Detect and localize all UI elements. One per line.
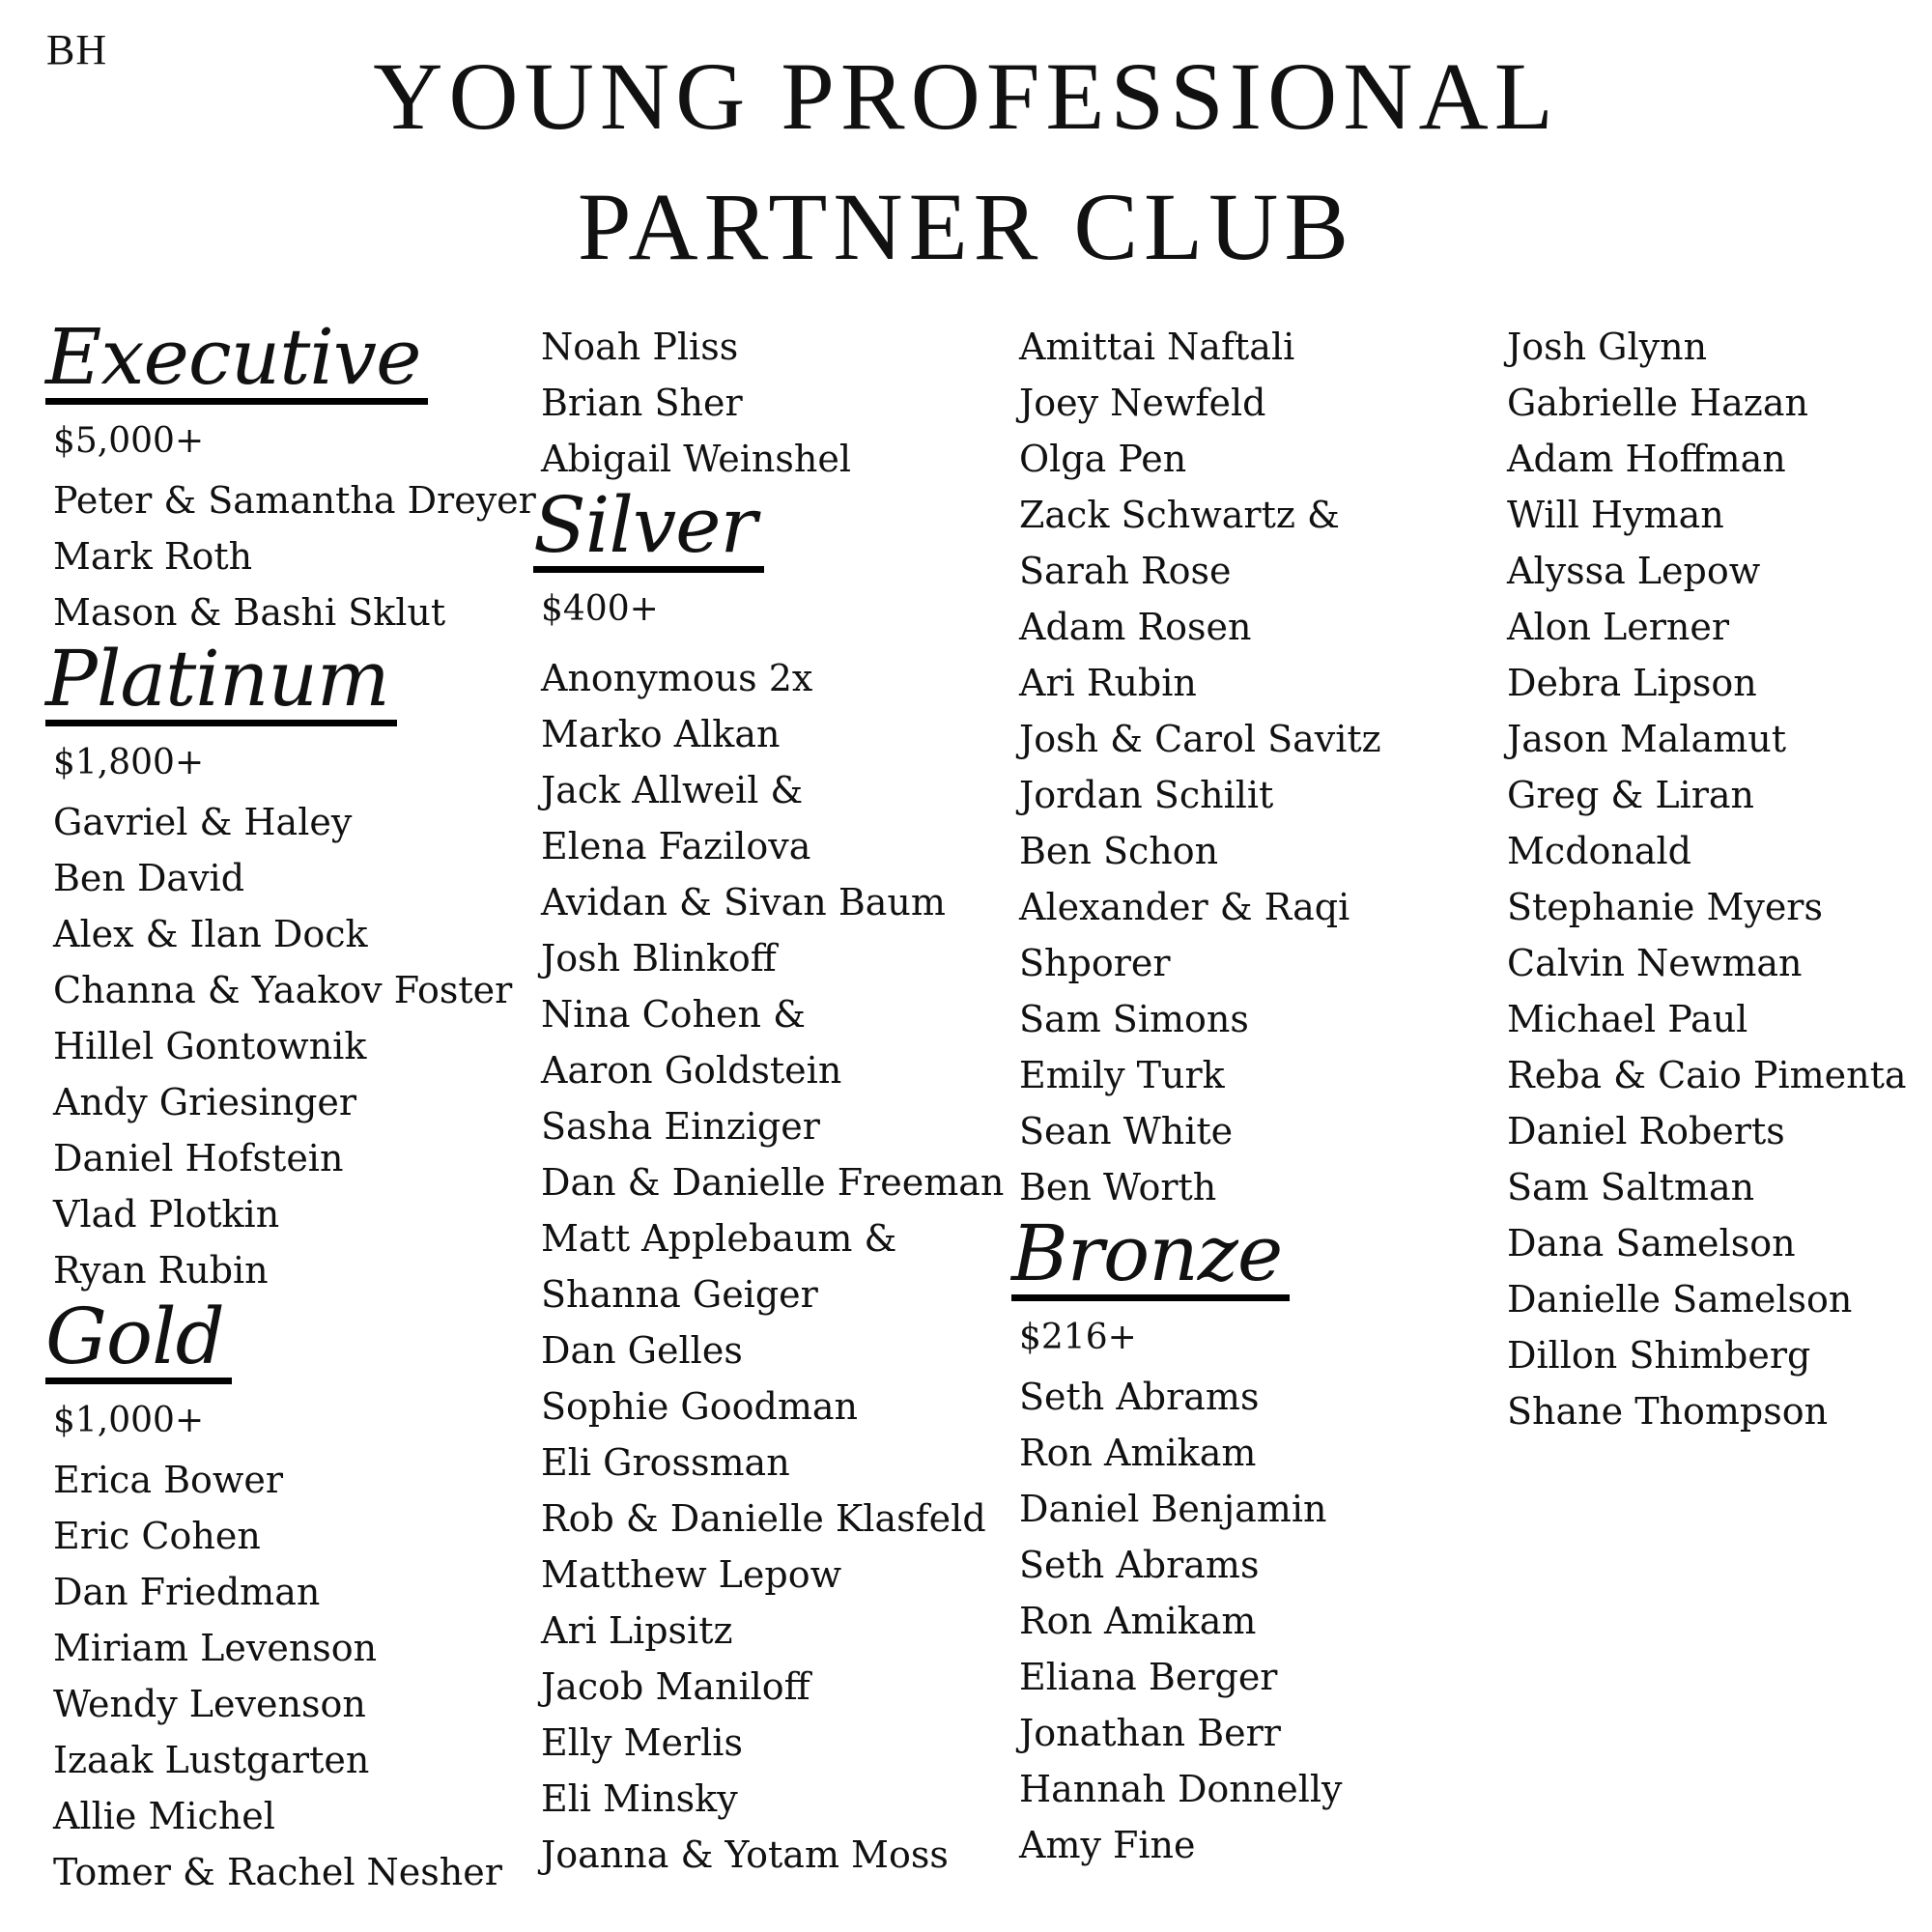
list-item: Dan & Danielle Freeman [541,1161,1005,1204]
list-item: Mcdonald [1507,830,1692,872]
list-item: Will Hyman [1507,494,1724,536]
list-item: Gabrielle Hazan [1507,382,1808,424]
list-item: Noah Pliss [541,326,739,368]
list-item: Josh Blinkoff [541,937,777,980]
list-item: Brian Sher [541,382,743,424]
list-item: Ron Amikam [1019,1600,1257,1642]
tier-heading-executive: Executive [45,319,428,405]
tier-amount-platinum: $1,800+ [53,743,205,782]
list-item: Hannah Donnelly [1019,1768,1343,1810]
tier-heading-bronze: Bronze [1011,1215,1290,1301]
list-item: Ben Schon [1019,830,1219,872]
list-item: Peter & Samantha Dreyer [53,479,536,522]
list-item: Hillel Gontownik [53,1025,367,1067]
list-item: Erica Bower [53,1459,284,1501]
list-item: Josh & Carol Savitz [1019,718,1381,760]
list-item: Daniel Roberts [1507,1110,1785,1152]
list-item: Josh Glynn [1507,326,1708,368]
list-item: Jordan Schilit [1019,774,1274,816]
list-item: Eli Minsky [541,1777,738,1820]
column-4 [1507,319,1907,1439]
list-item: Ari Rubin [1019,662,1197,704]
list-item: Amy Fine [1019,1824,1196,1866]
list-item: Wendy Levenson [53,1683,366,1725]
list-item: Seth Abrams [1019,1376,1260,1418]
list-item: Zack Schwartz & [1019,494,1340,536]
tier-amount-bronze: $216+ [1019,1318,1137,1357]
corner-mark: BH [46,26,108,73]
list-item: Sam Simons [1019,998,1249,1040]
list-item: Adam Hoffman [1507,438,1786,480]
column-1 [45,312,536,1900]
list-item: Mason & Bashi Sklut [53,591,446,634]
list-item: Elena Fazilova [541,825,811,867]
list-item: Elly Merlis [541,1721,743,1764]
tier-amount-gold: $1,000+ [53,1401,205,1440]
list-item: Shanna Geiger [541,1273,818,1316]
page-title-line1: YOUNG PROFESSIONAL [373,43,1559,150]
list-item: Dan Friedman [53,1571,321,1613]
list-item: Tomer & Rachel Nesher [53,1851,502,1893]
list-item: Shporer [1019,942,1171,984]
list-item: Sarah Rose [1019,550,1232,592]
list-item: Michael Paul [1507,998,1748,1040]
tier-heading-platinum: Platinum [45,640,397,726]
list-item: Rob & Danielle Klasfeld [541,1497,986,1540]
list-item: Danielle Samelson [1507,1278,1853,1321]
list-item: Ben David [53,857,245,899]
tier-heading-gold: Gold [45,1298,232,1384]
list-item: Matthew Lepow [541,1553,842,1596]
tier-heading-silver: Silver [533,487,764,573]
column-2 [533,319,1005,1883]
list-item: Alyssa Lepow [1507,550,1761,592]
list-item: Adam Rosen [1019,606,1252,648]
list-item: Abigail Weinshel [541,438,851,480]
list-item: Stephanie Myers [1507,886,1823,928]
list-item: Ben Worth [1019,1166,1217,1208]
list-item: Marko Alkan [541,713,781,755]
list-item: Izaak Lustgarten [53,1739,370,1781]
list-item: Joey Newfeld [1019,382,1266,424]
list-item: Dana Samelson [1507,1222,1796,1264]
list-item: Dillon Shimberg [1507,1334,1811,1377]
tier-amount-silver: $400+ [541,589,659,629]
list-item: Ron Amikam [1019,1432,1257,1474]
list-item: Gavriel & Haley [53,801,353,843]
list-item: Aaron Goldstein [541,1049,842,1092]
list-item: Greg & Liran [1507,774,1754,816]
list-item: Andy Griesinger [53,1081,357,1123]
list-item: Sasha Einziger [541,1105,820,1148]
list-item: Jonathan Berr [1019,1712,1281,1754]
list-item: Daniel Benjamin [1019,1488,1327,1530]
list-item: Olga Pen [1019,438,1187,480]
list-item: Alex & Ilan Dock [53,913,368,955]
list-item: Reba & Caio Pimenta [1507,1054,1907,1096]
list-item: Daniel Hofstein [53,1137,344,1179]
column-3 [1011,319,1381,1873]
list-item: Emily Turk [1019,1054,1225,1096]
list-item: Eliana Berger [1019,1656,1278,1698]
list-item: Miriam Levenson [53,1627,378,1669]
list-item: Calvin Newman [1507,942,1803,984]
list-item: Jacob Maniloff [541,1665,810,1708]
list-item: Alexander & Raqi [1019,886,1350,928]
list-item: Anonymous 2x [541,657,813,699]
list-item: Dan Gelles [541,1329,743,1372]
tier-amount-executive: $5,000+ [53,421,205,461]
list-item: Sophie Goodman [541,1385,859,1428]
page-title-line2: PARTNER CLUB [577,173,1355,280]
list-item: Sean White [1019,1110,1234,1152]
list-item: Avidan & Sivan Baum [541,881,946,923]
list-item: Seth Abrams [1019,1544,1260,1586]
list-item: Jack Allweil & [541,769,804,811]
list-item: Jason Malamut [1507,718,1786,760]
list-item: Allie Michel [53,1795,275,1837]
list-item: Nina Cohen & [541,993,806,1036]
list-item: Ari Lipsitz [541,1609,733,1652]
list-item: Mark Roth [53,535,253,578]
list-item: Shane Thompson [1507,1390,1829,1433]
list-item: Vlad Plotkin [53,1193,280,1236]
list-item: Debra Lipson [1507,662,1757,704]
list-item: Channa & Yaakov Foster [53,969,513,1011]
list-item: Alon Lerner [1507,606,1730,648]
list-item: Ryan Rubin [53,1249,269,1292]
list-item: Amittai Naftali [1019,326,1295,368]
list-item: Sam Saltman [1507,1166,1755,1208]
list-item: Eric Cohen [53,1515,261,1557]
list-item: Matt Applebaum & [541,1217,897,1260]
list-item: Eli Grossman [541,1441,790,1484]
list-item: Joanna & Yotam Moss [541,1833,949,1876]
